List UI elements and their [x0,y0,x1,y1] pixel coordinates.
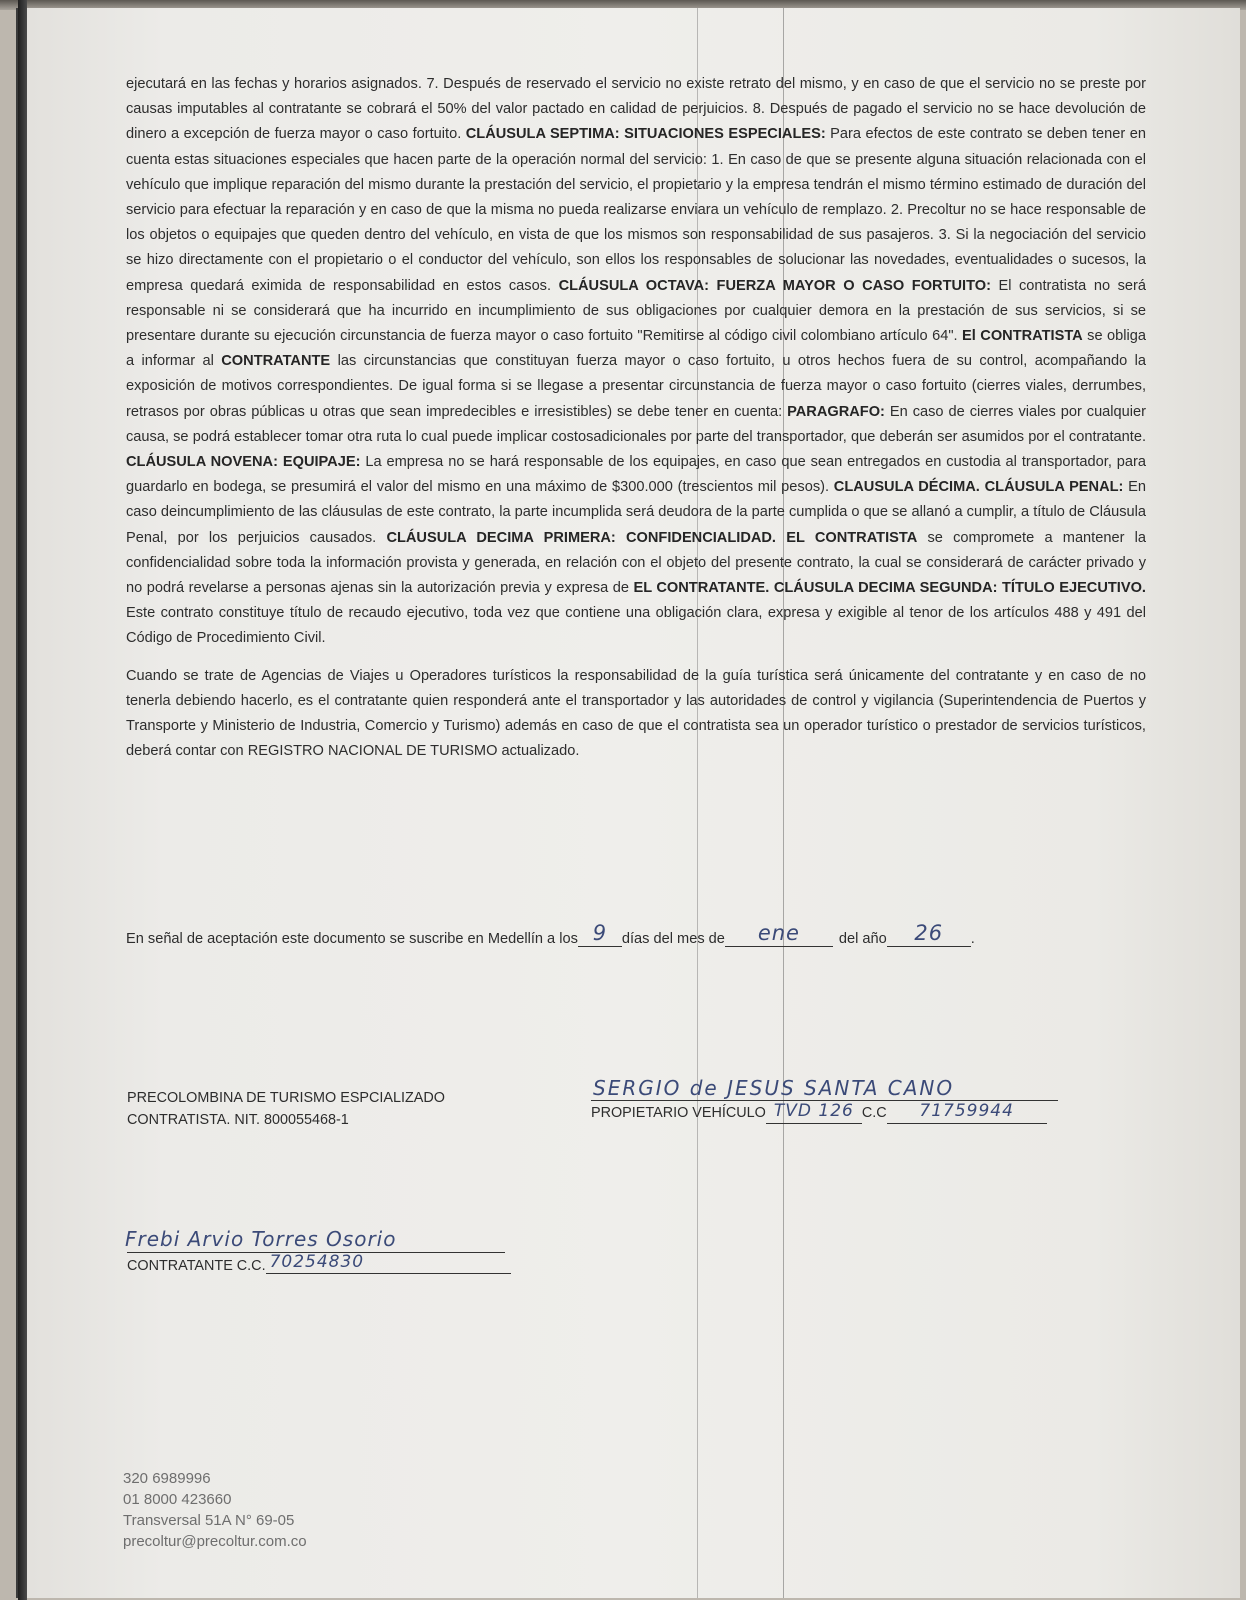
contact-toll-free: 01 8000 423660 [123,1491,232,1508]
contratante-cc-field[interactable] [266,1253,511,1274]
propietario-details [591,1102,1058,1124]
clause-heading: CLAUSULA DÉCIMA. CLÁUSULA PENAL: [833,479,1124,496]
contact-address: Transversal 51A N° 69-05 [123,1512,295,1529]
acceptance-year-label: del año [838,931,887,947]
year-field[interactable] [887,921,971,947]
month-value: ene [757,921,800,945]
day-field[interactable] [578,921,622,947]
propietario-cc-label: C.C [861,1105,887,1121]
contratante-block [127,1226,511,1274]
contratante-signature: Frebi Arvio Torres Osorio [125,1227,397,1251]
clause-heading: CONTRATANTE [221,353,331,370]
clause-heading: CLÁUSULA NOVENA: EQUIPAJE: [126,454,361,471]
clause-heading: CLÁUSULA SEPTIMA: SITUACIONES ESPECIALES: [465,126,826,143]
contratante-signature-line[interactable] [127,1226,505,1253]
propietario-signature: SERGIO de JESUS SANTA CANO [593,1076,955,1100]
clause-heading: PARAGRAFO: [787,403,885,420]
clause-text: En caso de cierres viales por cualquier causa, se podrá establecer tomar otra ruta lo cual puede implicar costosadicionales por parte del transportador, que deberán ser asumidos por el contratante. [126,403,1146,445]
clause-text: El contratista no será responsable ni se considerará que ha incurrido en incumplimiento de sus obligaciones por cualquier demora en la prestación de sus servicios, si se presentare durante su ejecución circunstancia de fuerza mayor o caso fortuito "Remitirse al código civil colombiano artículo 64". [126,277,1146,345]
clause-text: En caso deincumplimiento de las cláusulas de este contrato, la parte incumplida será deudora de la parte cumplida o que se allanó a cumplir, a título de Cláusula Penal, por los perjuicios causados. [126,479,1147,546]
clause-text: ejecutará en las fechas y horarios asignados. 7. Después de reservado el servicio no existe retrato del mismo, y en caso de que el servicio no se preste por causas imputables al contratante se cobrará el 50% del valor pactado en calidad de perjuicios. 8. Después de pagado el servicio no se hace devolución de dinero a excepción de fuerza mayor o caso fortuito. [126,76,1146,143]
contact-info [123,1468,307,1552]
day-value: 9 [592,921,608,945]
acceptance-month-label: días del mes de [621,931,725,947]
clause-text: La empresa no se hará responsable de los equipajes, en caso que sean entregados en custodia al transportador, para guardarlo en bodega, se presumirá el valor del mismo en una máximo de $300.000 (trescientos mil pesos). [126,454,1147,496]
clauses-paragraph [126,72,1146,652]
contact-phone: 320 6989996 [123,1470,211,1487]
contratante-details [127,1253,511,1274]
clause-text: Para efectos de este contrato se deben tener en cuenta estas situaciones especiales que hacen parte de la operación normal del servicio: 1. En caso de que se presente alguna situación relacionada con el vehículo que implique reparación del mismo durante la prestación del servicio, el propietario y la empresa tendrán el mismo término estimado de duración del servicio para efectuar la reparación y en caso de que la misma no pueda realizarse enviara un vehículo de remplazo. 2. Precoltur no se hace responsable de los objetos o equipajes que queden dentro del vehículo, en vista de que los mismos son responsabilidad de sus pasajeros. 3. Si la negociación del servicio se hizo directamente con el propietario o el conductor del vehículo, son ellos los responsables de solucionar las novedades, eventualidades o sucesos, la empresa quedará eximida de responsabilidad en estos casos. [126,126,1146,294]
propietario-block [591,1074,1058,1124]
clause-text: Este contrato constituye título de recaudo ejecutivo, toda vez que contiene una obligación clara, expresa y exigible al tenor de los artículos 488 y 491 del Código de Procedimiento Civil. [126,605,1146,647]
contact-email[interactable]: precoltur@precoltur.com.co [123,1533,307,1550]
month-field[interactable] [725,921,833,947]
propietario-signature-line[interactable] [591,1074,1058,1101]
clause-heading: EL CONTRATANTE. CLÁUSULA DECIMA SEGUNDA: TÍTULO EJECUTIVO. [633,580,1146,597]
clause-heading: CLÁUSULA OCTAVA: FUERZA MAYOR O CASO FORTUITO: [558,277,991,294]
plate-value: TVD 126 [773,1101,854,1121]
plate-field[interactable] [766,1103,862,1124]
clause-heading: El CONTRATISTA [962,328,1083,345]
contratante-label: CONTRATANTE C.C. [127,1258,266,1274]
contratista-name: PRECOLOMBINA DE TURISMO ESPCIALIZADO [127,1090,445,1106]
clause-text: se compromete a mantener la confidencialidad sobre toda la información provista y generada, en relación con el objeto del presente contrato, la cual se considerará de carácter privado y no podrá revelarse a personas ajenas sin la autorización previa y expresa de [126,529,1147,597]
propietario-label: PROPIETARIO VEHÍCULO [591,1105,766,1121]
clause-text: las circunstancias que constituyan fuerza mayor o caso fortuito, u otros hechos fuera de su control, acompañando la exposición de motivos correspondientes. De igual forma si se llegase a presentar circunstancia de fuerza mayor o caso fortuito (cierres viales, derrumbes, retrasos por obras públicas u otras que sean impredecibles e irresistibles) se debe tener en cuenta: [126,353,1146,420]
year-value: 26 [914,921,944,945]
acceptance-prefix: En señal de aceptación este documento se suscribe en Medellín a los [126,931,578,947]
contratista-block [127,1087,445,1131]
contratista-nit: CONTRATISTA. NIT. 800055468-1 [127,1112,349,1128]
contratante-cc-value: 70254830 [269,1252,365,1272]
propietario-cc-value: 71759944 [919,1101,1014,1121]
acceptance-suffix: . [970,931,975,947]
clause-heading: CLÁUSULA DECIMA PRIMERA: CONFIDENCIALIDAD. EL CONTRATISTA [386,529,918,546]
contract-body [126,72,1146,764]
clause-text: se obliga a informar al [126,328,1146,370]
tourism-paragraph: Cuando se trate de Agencias de Viajes u Operadores turísticos la responsabilidad de la guía turística será únicamente del contratante y en caso de no tenerla debiendo hacerlo, es el contratante quien responderá ante el transportador y las autoridades de control y vigilancia (Superintendencia de Puertos y Transporte y Ministerio de Industria, Comercio y Turismo) además en caso de que el contratista sea un operador turístico o prestador de servicios turísticos, deberá contar con REGISTRO NACIONAL DE TURISMO actualizado. [126,667,1146,760]
acceptance-line [126,921,975,947]
photo-left-edge [18,0,27,1600]
propietario-cc-field[interactable] [887,1103,1047,1124]
